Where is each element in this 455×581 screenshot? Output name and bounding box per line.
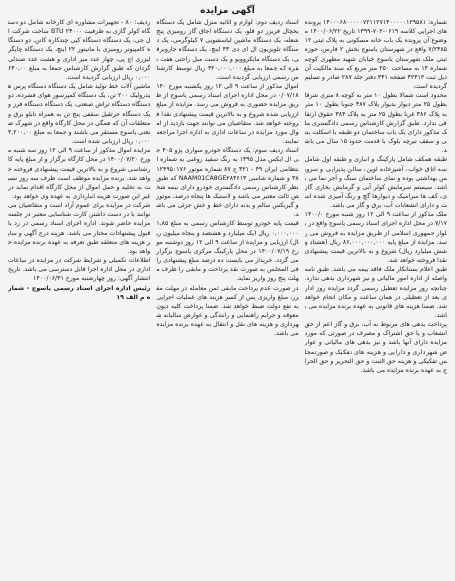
paragraph: رديف: ۸۰ - تجهیزات مشاوره ای کارخانه شامل دو دستگاه کولر گازی به ظرفیت ۲۴۰۰۰ BTU ساخت شرکت ال جی، یک دستگاه دستگاه کپی چندکاره کانن، دو دستگاه کامپیوتر رومیزی با مانیتور ۲۲ اینچ، یک دستگاه چاپگر لیزری اچ پی، چهار عدد میز اداری و هشت عدد صندلی گردان که طبق گزارش کارشناس جمعا به مبلغ ۶۴۰,۰۰۰,۰۰۰ ریال ارزیابی گردیده است. [8, 19, 151, 81]
notice-column-middle [156, 18, 298, 567]
paragraph: شماره: ۱۴۰۰۰۶۸۰۰۰۰۰۷۲۱۱۲۷۱۴۰۰۰۰۰۱۲۹۵۸۱ پرونده های اجرایی کلاسه ۰۶۱۹-۷۰۲-۱۳۹۹ تاریخ ۱۴۰۰/۰۶/۲۲ موضوع آن پرونده یک باب خانه مسکونی به پلاک ثبتی ۱۲۷/۲۳۸۵ واقع در شهرستان یاسوج بخش ۲ فارس، حوزه ثبتی ملک شهرستان یاسوج خیابان شهید مطهری کوچه شماره ۱۴ به مساحت ۲۵۰ متر مربع که سند مالکیت آن ذیل ثبت ۴۲۴۱۴ صفحه ۳۴۱ دفتر جلد ۲۸۷ صادر و تسلیم گردیده است. [304, 19, 447, 91]
notice-page [8, 5, 447, 571]
notice-title: آگهی مزایده [200, 6, 255, 16]
paragraph: اسناد ردیف دوم: لوازم و اثاثیه منزل شامل یک دستگاه یخچال فریزر دو قلو، یک دستگاه اجاق گاز رومیزی پنج شعله، یک دستگاه ماشین لباسشویی ۷ کیلوگرمی، یک دستگاه تلویزیون ال ای دی ۴۳ اینچ، یک دستگاه جاروبرقی، یک دستگاه مایکروویو و یک دست مبل راحتی هفت نفره که جمعا به مبلغ ۳۲۰,۰۰۰,۰۰۰ ریال توسط کارشناس رسمی ارزیابی گردیده است. [156, 19, 299, 81]
paragraph: مزایده اموال مذکور از ساعت ۹ الی ۱۲ روز سه شنبه مورخ ۱۴۰۰/۰۷/۲۰ در محل کارگاه برگزار و از مبلغ پایه کارشناسی شروع و به بالاترین قیمت پیشنهادی فروخته خواهد شد. برنده مزایده موظف است ظرف سه روز نسبت به تخلیه و حمل اموال از محل کارگاه اقدام نماید در غیر این صورت هزینه انبارداری به عهده وی خواهد بود. [8, 147, 151, 200]
paragraph: ماشین آلات خط تولید شامل یک دستگاه دستگاه پرس هیدرولیک ۲۰۰ تن، یک دستگاه کمپرسور هوای فشرده، دو دستگاه دستگاه تراش صنعتی، یک دستگاه دستگاه فرز و یک دستگاه جرثقیل سقفی پنج تن به همراه تابلو برق و متعلقات آن که همگی در محل کارگاه واقع در شهرک صنعتی یاسوج مستقر می باشند و جمعا به مبلغ ۴,۲۰۰,۰۰۰,۰۰۰ ریال ارزیابی شده است. [8, 83, 151, 146]
paragraph: اموال مذکور از ساعت ۹ الی ۱۲ روز یکشنبه مورخ ۱۴۰۰/۰۷/۱۸ در محل اداره اجرای اسناد رسمی یاسوج از طریق مزایده حضوری به فروش می رسد. مزایده از مبلغ ارزیابی شده شروع و به بالاترین قیمت پیشنهادی نقدا فروخته خواهد شد. متقاضیان می توانند جهت بازدید از اموال مورد مزایده در ساعات اداری به اداره اجرا مراجعه نمایند. [156, 83, 299, 146]
paragraph: طبق اعلام بستانکار ملک فاقد بیمه می باشد. طبق نامه واصله از اداره امور مالیاتی و نیز شهرداری بدهی ندارد. چنانچه روز مزایده تعطیل رسمی گردد مزایده روز اداری بعد از تعطیلی در همان ساعت و مکان انجام خواهد شد. ضمنا هزینه های قانونی به عهده برنده مزایده می باشد. [304, 266, 447, 319]
paragraph: محدود است شمالا بطول ۱۰ متر به کوچه ۸ متری شرقا بطول ۲۵ متر دیوار بدیوار پلاک ۳۸۷ جنوبا بطول ۱۰ متر به پلاک ۳۸۶ غربا بطول ۲۵ متر به پلاک ۳۸۴ حقوق ارتفاقی ندارد. طبق گزارش کارشناس رسمی دادگستری ملک مذکور دارای یک باب ساختمان دو طبقه با اسکلت بتنی و سقف تیرچه بلوک با قدمت حدود ۱۵ سال می باشد. [304, 92, 447, 155]
paragraph: اسناد ردیف سوم: یک دستگاه خودرو سواری پژو ۴۰۵ جی ال ایکس مدل ۱۳۹۵ به رنگ سفید روغنی به شماره انتظامی ایران ۴۹ - ۳۲۱ ج ۸۷ شماره موتور ۱۲۴۹۵۰۱۷۶۳۸ و شماره شاسی NAAM01CA8GE۲۸۴۶۱۳ که طبق نظر کارشناس رسمی دادگستری خودرو دارای بیمه شخص ثالث معتبر می باشد و لاستیک ها پنجاه درصد، موتور و گیربکس سالم و بدنه دارای خط و خش جزئی می باشد. [156, 147, 299, 219]
notice-column-left [8, 18, 150, 567]
notice-columns [8, 18, 447, 567]
paragraph: در صورت عدم پرداخت مابقی ثمن معامله در مهلت مقرر، مبلغ واریزی پس از کسر هزینه های عملیات اجرایی به نفع دولت ضبط خواهد شد. ضمنا پرداخت کلیه دیون معوقه و جرایم راهنمایی و رانندگی و عوارض سالیانه شهرداری و هزینه های نقل و انتقال به عهده برنده مزایده می باشد. [156, 284, 299, 338]
paragraph: پرداخت بدهی های مربوط به آب، برق و گاز اعم از حق انشعاب و یا حق اشتراک و مصرف در صورتی که مورد مزایده دارای آنها باشد و نیز بدهی های مالیاتی و عوارض شهرداری و دارایی و هزینه های تفکیک و صورتمجلس تفکیکی و هزینه حق الثبت و حق التحریر و حق الحراج به عهده برنده مزایده می باشد. [304, 321, 447, 374]
paragraph: اطلاعات تکمیلی و شرایط شرکت در مزایده در ساعات اداری در محل اداره اجرا قابل دسترسی می باشد. تاریخ انتشار آگهی: روز چهارشنبه مورخ ۱۴۰۰/۰۶/۳۱ [8, 257, 151, 283]
notice-signature: رئیس اداره اجرای اسناد رسمی یاسوج - شماره م الف ۱۹ [8, 284, 151, 301]
paragraph: قیمت پایه خودرو توسط کارشناس رسمی به مبلغ ۱,۸۵۰,۰۰۰,۰۰۰ ریال (یک میلیارد و هشتصد و پنجاه میلیون ریال) ارزیابی و مزایده از ساعت ۹ الی ۱۲ روز دوشنبه مورخ ۱۴۰۰/۰۷/۱۹ در محل پارکینگ مرکزی یاسوج برگزار می گردد. خریدار می بایست ده درصد مبلغ پیشنهادی را فی المجلس به صورت نقد پرداخت و مابقی را ظرف مهلت پنج روز واریز نماید. [156, 220, 299, 283]
paragraph: طبقه همکف شامل پارکینگ و انباری و طبقه اول شامل سه اتاق خواب، آشپزخانه اوپن، سالن پذیرایی و سرویس بهداشتی بوده و نمای ساختمان سنگ و آجر نما می باشد. سیستم سرمایش کولر آبی و گرمایش بخاری گازی، کف ها سرامیک و دیوارها گچ و رنگ آمیزی شده است و دارای انشعابات آب، برق و گاز می باشد. [304, 156, 447, 210]
notice-column-right [305, 18, 447, 567]
paragraph: ملک مذکور از ساعت ۹ الی ۱۲ روز شنبه مورخ ۱۴۰۰/۰۷/۱۷ در محل اداره اجرای اسناد رسمی یاسوج واقع در بلوار جمهوری اسلامی از طریق مزایده به فروش می رسد. مزایده از مبلغ پایه ۸۶,۰۰۰,۰۰۰,۰۰۰ ریال (هشتاد و شش میلیارد ریال) شروع و به بالاترین قیمت پیشنهادی نقدا فروخته خواهد شد. [304, 211, 447, 265]
paragraph: شرکت در مزایده برای عموم آزاد است و متقاضیان می توانند با در دست داشتن کارت شناسایی معتبر در جلسه مزایده حاضر شوند. اداره اجرای اسناد رسمی در رد یا قبول پیشنهادات مختار می باشد. هزینه درج آگهی و سایر هزینه های متعلقه طبق تعرفه به عهده برنده مزایده خواهد بود. [8, 202, 151, 255]
